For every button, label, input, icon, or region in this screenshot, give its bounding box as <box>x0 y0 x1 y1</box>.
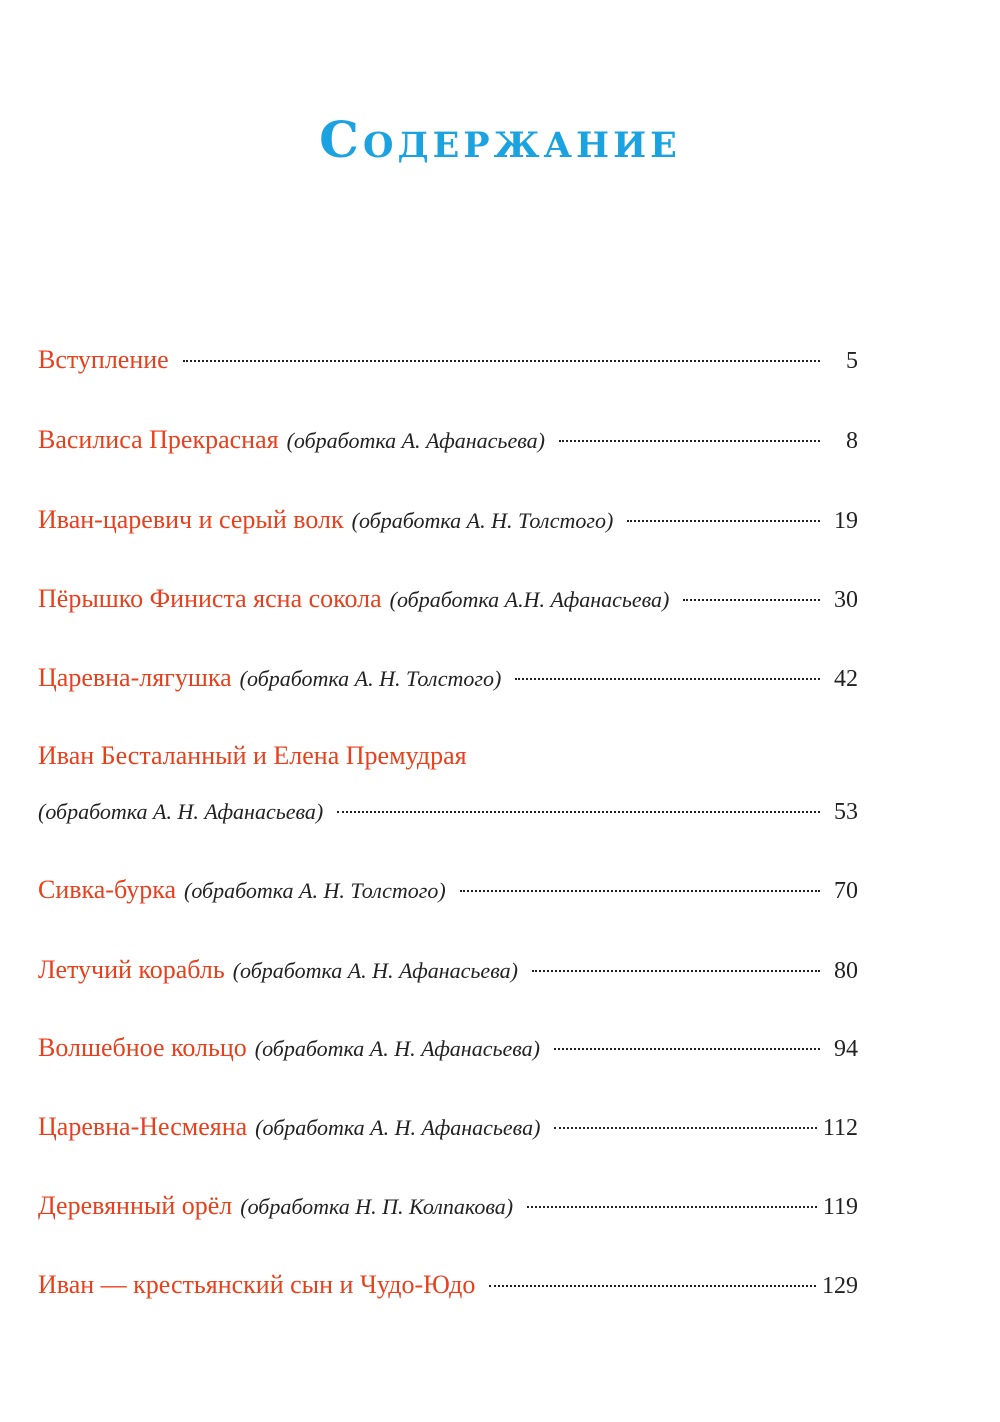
toc-entry-volshebnoe-koltso[interactable] <box>38 1031 858 1066</box>
toc-page-number: 119 <box>822 1194 858 1220</box>
toc-entry-note: (обработка А. Н. Афанасьева) <box>254 1036 540 1061</box>
toc-page-number: 30 <box>834 587 858 613</box>
toc-page-number: 94 <box>834 1036 858 1062</box>
toc-page-number: 53 <box>834 799 858 825</box>
toc-entry-introduction[interactable] <box>38 343 858 378</box>
toc-entry-title: Царевна-лягушка <box>38 663 232 692</box>
toc-entry-note: (обработка А. Н. Толстого) <box>184 878 446 903</box>
toc-entry-title: Волшебное кольцо <box>38 1033 247 1062</box>
toc-entry-note: (обработка А. Н. Афанасьева) <box>38 799 324 824</box>
dot-leader <box>337 811 820 813</box>
dot-leader <box>460 890 820 892</box>
toc-entry-vasilisa[interactable] <box>38 423 858 458</box>
page-title: Содержание <box>319 110 681 169</box>
toc-page-number: 5 <box>846 348 858 374</box>
dot-leader <box>554 1127 816 1129</box>
dot-leader <box>559 440 820 442</box>
toc-entry-ivan-krestyanskiy-syn[interactable] <box>38 1268 858 1303</box>
toc-entry-letuchiy-korabl[interactable] <box>38 953 858 988</box>
toc-entry-derevyanny-oryol[interactable] <box>38 1189 858 1224</box>
toc-entry-ivan-tsarevich[interactable] <box>38 503 858 538</box>
dot-leader <box>627 520 820 522</box>
toc-entry-title: Иван — крестьянский сын и Чудо-Юдо <box>38 1270 476 1299</box>
toc-entry-title: Сивка-бурка <box>38 875 176 904</box>
dot-leader <box>683 599 820 601</box>
toc-entry-note: (обработка Н. П. Колпакова) <box>240 1194 514 1219</box>
toc-page-number: 19 <box>834 508 858 534</box>
dot-leader <box>554 1048 820 1050</box>
dot-leader <box>532 970 820 972</box>
toc-entry-tsarevna-lyagushka[interactable] <box>38 661 858 696</box>
toc-entry-tsarevna-nesmeyana[interactable] <box>38 1110 858 1145</box>
toc-entry-finist[interactable] <box>38 582 858 617</box>
dot-leader <box>489 1285 816 1287</box>
toc-entry-title: Василиса Прекрасная <box>38 425 279 454</box>
toc-page-number: 70 <box>834 878 858 904</box>
toc-entry-sivka-burka[interactable] <box>38 873 858 908</box>
toc-entry-note: (обработка А. Н. Толстого) <box>351 508 614 533</box>
toc-page-number: 112 <box>822 1115 858 1141</box>
toc-entry-ivan-bestalanny-title[interactable]: Иван Бесталанный и Елена Премудрая <box>38 741 467 770</box>
dot-leader <box>515 678 820 680</box>
toc-page-number: 80 <box>834 958 858 984</box>
toc-entry-ivan-bestalanny[interactable] <box>38 795 858 829</box>
dot-leader <box>183 360 820 362</box>
dot-leader <box>527 1206 817 1208</box>
toc-entry-title: Деревянный орёл <box>38 1191 233 1220</box>
toc-entry-note: (обработка А. Н. Афанасьева) <box>232 958 518 983</box>
toc-entry-note: (обработка А. Н. Афанасьева) <box>255 1115 541 1140</box>
toc-page-number: 129 <box>822 1273 858 1299</box>
toc-page-number: 42 <box>834 666 858 692</box>
toc-entry-title: Пёрышко Финиста ясна сокола <box>38 584 382 613</box>
toc-entry-note: (обработка А. Н. Толстого) <box>239 666 502 691</box>
toc-entry-title: Вступление <box>38 345 169 374</box>
toc-entry-note: (обработка А. Афанасьева) <box>286 428 545 453</box>
toc-page-number: 8 <box>846 428 858 454</box>
toc-entry-note: (обработка А.Н. Афанасьева) <box>389 587 670 612</box>
toc-entry-title: Иван-царевич и серый волк <box>38 505 344 534</box>
toc-entry-title: Летучий корабль <box>38 955 225 984</box>
toc-entry-title: Царевна-Несмеяна <box>38 1112 248 1141</box>
